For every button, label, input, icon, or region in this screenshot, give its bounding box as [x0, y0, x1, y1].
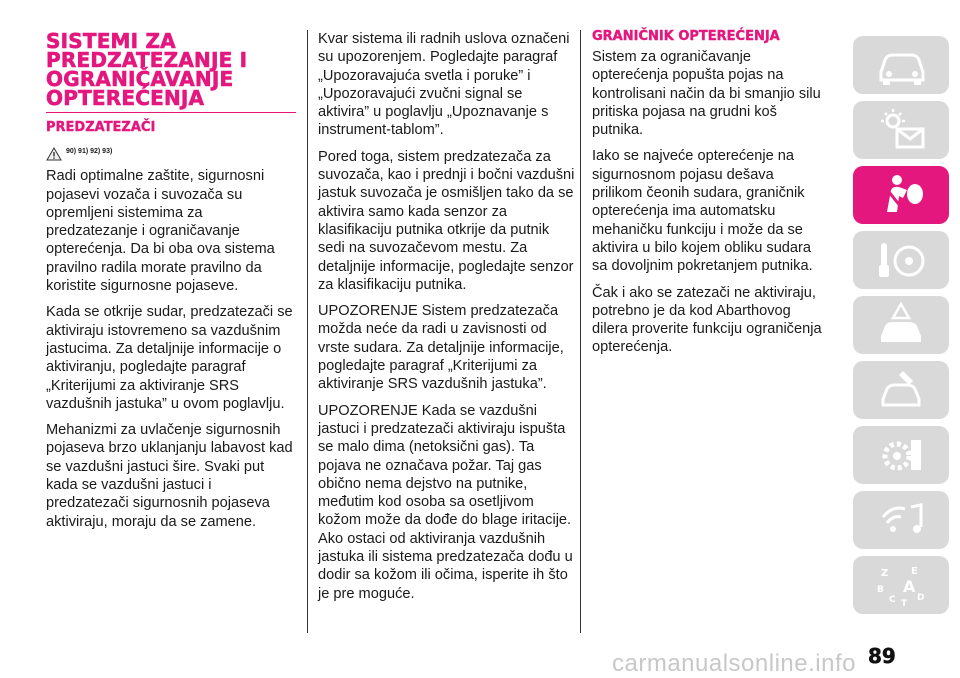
paragraph: Mehanizmi za uvlačenje sigurnosnih pojaseva brzo uklanjanju labavost kad se vazdušni jastuci šire. Svaki put kada se vazdušni jastuci i predzatezači sigurnosnih pojaseva aktiviraju, moraju da se zamene.: [46, 422, 293, 530]
tab-multimedia[interactable]: [853, 491, 949, 549]
svg-text:Z: Z: [881, 568, 889, 579]
tab-index[interactable]: [853, 556, 949, 614]
paragraph: Kada se otkrije sudar, predzatezači se aktiviraju istovremeno sa vazdušnim jastucima. Za detaljnije informacije o aktiviranju, pogledajte paragraf „Kriterijumi za aktiviranje SRS vazdušnih jastuka” u ovom poglavlju.: [46, 304, 293, 412]
warning-paragraph: UPOZORENJE Sistem predzatezača možda neće da radi u zavisnosti od vrste sudara. Za detaljnije informacije, pogledajte paragraf „Kriterijumi za aktiviranje SRS vazdušnih jastuka”.: [318, 303, 564, 393]
svg-text:A: A: [903, 577, 916, 596]
tab-warning-lights[interactable]: [853, 101, 949, 159]
tab-maintenance[interactable]: [853, 361, 949, 419]
paragraph: Iako se najveće opterećenje na sigurnosnom pojasu dešava prilikom čeonih sudara, graničnik opterećenja ima automatsku mehaničku funkciju i može da se aktivira u bilo kojem obliku sudara sa dovoljnim pokretanjem putnika.: [592, 148, 813, 275]
seatbelt-airbag-icon: [873, 172, 929, 218]
svg-text:E: E: [911, 566, 918, 577]
warning-triangle-icon: [46, 147, 62, 161]
section-title: SISTEMI ZA PREDZATEZANJE I OGRANIČAVANJE OPTEREĆENJA: [46, 29, 248, 110]
service-wrench-icon: [873, 367, 929, 413]
subsection-title: PREDZATEZAČI: [46, 120, 156, 135]
car-icon: [873, 42, 929, 88]
column-divider: [580, 30, 581, 633]
svg-text:B: B: [877, 585, 884, 595]
column-divider: [307, 30, 308, 633]
technical-data-icon: [873, 432, 929, 478]
key-steering-wheel-icon: [873, 237, 929, 283]
warning-paragraph: UPOZORENJE Kada se vazdušni jastuci i predzatezači aktiviraju ispušta se malo dima (netoksični gas). Ta pojava ne označava požar. Taj gas obično nema dejstvo na putnike, međutim kod osoba sa osetljivom kožom može da dođe do blage iritacije. Ako ostaci od aktiviranja vazdušnih jastuka ili sistema predzatezača dođu u dodir sa kožom ili očima, isperite ih što je pre moguće.: [318, 402, 573, 602]
watermark: carmanualsonline.info: [612, 650, 856, 677]
warning-references: [46, 143, 298, 161]
middle-column: [318, 30, 576, 611]
tab-car[interactable]: [853, 36, 949, 94]
title-rule: [46, 112, 296, 113]
paragraph: Sistem za ograničavanje opterećenja popušta pojas na kontrolisani način da bi smanjio silu pritiska pojasa na grudni koš putnika.: [592, 49, 821, 139]
svg-text:C: C: [889, 595, 896, 605]
left-column: [46, 30, 298, 539]
svg-text:D: D: [917, 593, 925, 603]
svg-text:T: T: [901, 599, 908, 608]
paragraph: Radi optimalne zaštite, sigurnosni pojasevi vozača i suvozača su opremljeni sistemima za predzatezanje i ograničavanje opterećenja. Da bi oba ova sistema pravilno radila morate pravilno da koristite sigurnosne pojaseve.: [46, 168, 275, 295]
warning-light-message-icon: [873, 107, 929, 153]
paragraph: Čak i ako se zatezači ne aktiviraju, potrebno je da kod Abarthovog dilera proverite funkciju ograničenja opterećenja.: [592, 284, 822, 356]
subsection-title: GRANIČNIK OPTEREĆENJA: [592, 29, 780, 44]
right-column: [592, 30, 828, 365]
tab-safety[interactable]: [853, 166, 949, 224]
tab-technical-data[interactable]: [853, 426, 949, 484]
multimedia-icon: [873, 497, 929, 543]
tab-emergency[interactable]: [853, 296, 949, 354]
page-number: 89: [868, 644, 896, 668]
paragraph: Kvar sistema ili radnih uslova označeni su upozorenjem. Pogledajte paragraf „Upozoravajuća svetla i poruke” i „Upozoravajući zvučni signal se aktivira” u poglavlju „Upoznavanje s instrument-tablom”.: [318, 31, 570, 139]
alphabetical-index-icon: [873, 562, 929, 608]
reference-numbers: 90) 91) 92) 93): [66, 148, 113, 155]
car-emergency-icon: [873, 302, 929, 348]
tab-starting-driving[interactable]: [853, 231, 949, 289]
paragraph: Pored toga, sistem predzatezača za suvozača, kao i prednji i bočni vazdušni jastuk suvozača je osmišljen tako da se aktivira samo kada senzor za klasifikaciju putnika otkrije da putnik sedi na suvozačevom mestu. Za detaljnije informacije, pogledajte senzor za klasifikaciju putnika.: [318, 148, 575, 293]
